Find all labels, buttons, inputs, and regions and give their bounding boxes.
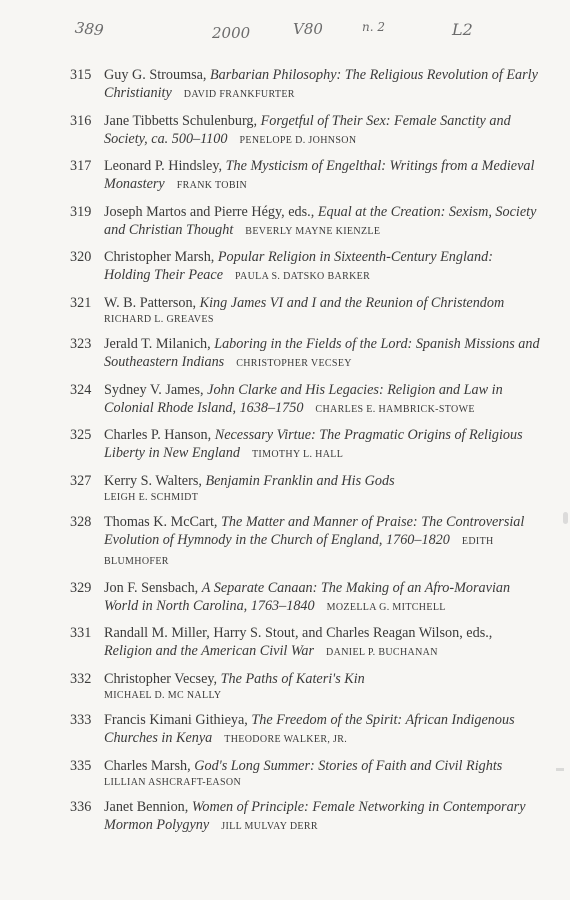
reviewer-name: THEODORE WALKER, JR. <box>224 734 348 745</box>
reviewer-name: PENELOPE D. JOHNSON <box>239 134 357 146</box>
page-number: 324 <box>70 381 92 398</box>
page-number: 331 <box>70 625 92 641</box>
reviewer-name: MICHAEL D. MC NALLY <box>104 689 222 701</box>
page-number: 335 <box>70 757 92 774</box>
book-author: W. B. Patterson, <box>104 294 200 311</box>
page-number: 315 <box>70 67 92 83</box>
book-title: Necessary Virtue: The Pragmatic Origins of Religious Liberty in New England <box>104 427 523 461</box>
reviewer-name: DANIEL P. BUCHANAN <box>326 647 438 658</box>
review-entry <box>70 798 540 836</box>
handwritten-note: n. 2 <box>362 20 385 34</box>
page-number: 319 <box>70 203 92 220</box>
book-title: God's Long Summer: Stories of Faith and Civil Rights <box>194 757 503 774</box>
handwritten-note: V80 <box>293 20 323 38</box>
book-title: Benjamin Franklin and His Gods <box>205 472 395 489</box>
page-number: 328 <box>70 514 92 530</box>
review-entry <box>70 112 540 150</box>
book-title: King James VI and I and the Reunion of Christendom <box>199 294 505 311</box>
reviewer-name: RICHARD L. GREAVES <box>104 313 214 325</box>
book-title: Forgetful of Their Sex: Female Sanctity and Society, ca. 500–1100 <box>104 112 511 147</box>
book-title: Religion and the American Civil War <box>104 643 315 659</box>
reviewer-name: TIMOTHY L. HALL <box>251 449 344 460</box>
reviewer-name: BEVERLY MAYNE KIENZLE <box>245 225 381 237</box>
review-entry <box>70 757 540 791</box>
book-author: Thomas K. McCart, <box>104 514 222 530</box>
page-number: 320 <box>70 249 92 265</box>
review-entry <box>70 711 540 749</box>
book-title: The Freedom of the Spirit: African Indigenous Churches in Kenya <box>104 712 515 746</box>
review-entry <box>70 203 540 241</box>
book-title: The Paths of Kateri's Kin <box>220 670 365 687</box>
review-entry <box>70 294 540 328</box>
review-entry <box>70 248 540 286</box>
reviewer-name: JILL MULVAY DERR <box>221 821 318 832</box>
book-author: Charles Marsh, <box>104 757 195 774</box>
handwritten-annotations <box>0 20 570 50</box>
handwritten-note: 2000 <box>212 24 251 42</box>
reviewer-name: LEIGH E. SCHMIDT <box>104 491 199 503</box>
book-title: A Separate Canaan: The Making of an Afro-Moravian World in North Carolina, 1763–1840 <box>104 579 511 614</box>
reviewer-name: PAULA S. DATSKO BARKER <box>235 271 371 282</box>
book-author: Jerald T. Milanich, <box>104 336 215 352</box>
page-number: 332 <box>70 670 92 687</box>
review-entry <box>70 513 540 571</box>
review-entry <box>70 381 540 419</box>
page-number: 327 <box>70 472 92 489</box>
scan-smudge <box>563 512 568 524</box>
scan-smudge <box>556 768 564 771</box>
book-author: Charles P. Hanson, <box>104 427 215 443</box>
reviewer-name: CHRISTOPHER VECSEY <box>236 358 352 369</box>
book-title: The Matter and Manner of Praise: The Controversial Evolution of Hymnody in the Church of England, 1760–1820 <box>104 514 525 548</box>
book-author: Randall M. Miller, Harry S. Stout, and Charles Reagan Wilson, eds., <box>104 625 493 641</box>
book-title: Laboring in the Fields of the Lord: Spanish Missions and Southeastern Indians <box>104 336 540 370</box>
book-author: Joseph Martos and Pierre Hégy, eds., <box>104 203 318 220</box>
review-entry <box>70 624 540 662</box>
page-number: 329 <box>70 579 92 596</box>
book-author: Leonard P. Hindsley, <box>104 158 226 174</box>
book-author: Guy G. Stroumsa, <box>104 67 211 83</box>
review-entry <box>70 472 540 506</box>
book-title: Barbarian Philosophy: The Religious Revolution of Early Christianity <box>104 67 538 101</box>
reviewer-name: MOZELLA G. MITCHELL <box>326 601 446 613</box>
book-title: Popular Religion in Sixteenth-Century England: Holding Their Peace <box>104 249 493 283</box>
page-number: 325 <box>70 427 92 443</box>
book-title: John Clarke and His Legacies: Religion and Law in Colonial Rhode Island, 1638–1750 <box>104 381 503 416</box>
review-entry <box>70 157 540 195</box>
reviewer-name: EDITH BLUMHOFER <box>104 536 494 567</box>
review-entry <box>70 579 540 617</box>
book-author: Jane Tibbetts Schulenburg, <box>104 112 261 129</box>
handwritten-note: L2 <box>452 20 473 39</box>
review-entry <box>70 335 540 373</box>
page-number: 317 <box>70 158 92 174</box>
book-author: Christopher Marsh, <box>104 249 218 265</box>
review-entry <box>70 66 540 104</box>
book-title: The Mysticism of Engelthal: Writings from a Medieval Monastery <box>104 158 535 192</box>
book-author: Jon F. Sensbach, <box>104 579 202 596</box>
page-number: 321 <box>70 294 92 311</box>
reviewer-name: LILLIAN ASHCRAFT-EASON <box>104 776 242 788</box>
reviewer-name: CHARLES E. HAMBRICK-STOWE <box>315 403 475 415</box>
page-number: 333 <box>70 712 92 728</box>
book-author: Janet Bennion, <box>104 799 192 815</box>
book-reviews-list <box>70 66 540 844</box>
page-number: 316 <box>70 112 92 129</box>
book-author: Sydney V. James, <box>104 381 208 398</box>
review-entry <box>70 670 540 704</box>
book-title: Equal at the Creation: Sexism, Society and Christian Thought <box>104 203 537 238</box>
book-author: Kerry S. Walters, <box>104 472 206 489</box>
review-entry <box>70 426 540 464</box>
book-title: Women of Principle: Female Networking in Contemporary Mormon Polygyny <box>104 799 526 833</box>
book-author: Christopher Vecsey, <box>104 670 221 687</box>
book-author: Francis Kimani Githieya, <box>104 712 252 728</box>
handwritten-note: 389 <box>74 18 105 40</box>
reviewer-name: DAVID FRANKFURTER <box>183 89 295 100</box>
reviewer-name: FRANK TOBIN <box>176 180 248 191</box>
page-number: 336 <box>70 799 92 815</box>
page-number: 323 <box>70 336 92 352</box>
